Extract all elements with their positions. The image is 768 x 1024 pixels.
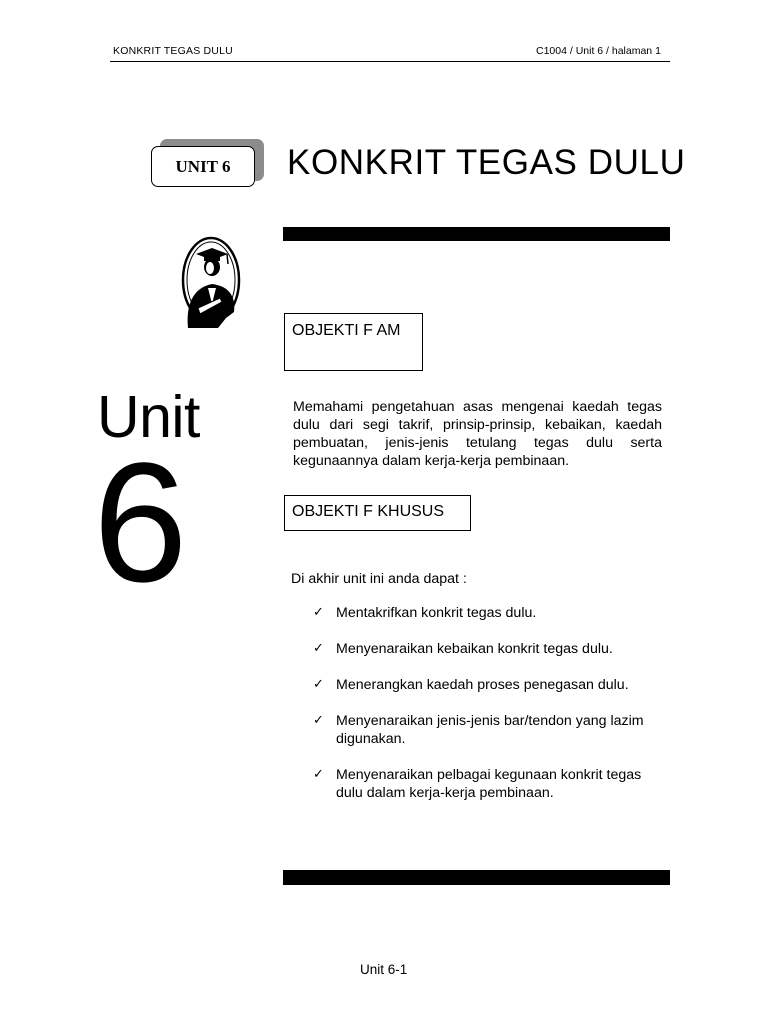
objektif-khusus-heading-box: [284, 495, 471, 531]
page-title: KONKRIT TEGAS DULU: [287, 143, 686, 182]
list-item-text: Menyenaraikan kebaikan konkrit tegas dulu.: [336, 641, 613, 657]
checkmark-icon: ✓: [313, 713, 324, 728]
title-divider-bar: [283, 227, 670, 241]
objektif-am-heading: OBJEKTI F AM: [292, 322, 401, 339]
checkmark-icon: ✓: [313, 767, 324, 782]
checkmark-icon: ✓: [313, 677, 324, 692]
running-header-title: KONKRIT TEGAS DULU: [113, 45, 233, 57]
list-item-text: Menyenaraikan pelbagai kegunaan konkrit tegas dulu dalam kerja-kerja pembinaan.: [336, 767, 642, 801]
graduate-icon: [178, 236, 242, 330]
objektif-am-heading-box: [284, 313, 423, 371]
running-header-page-ref: C1004 / Unit 6 / halaman 1: [536, 45, 661, 57]
objektif-khusus-intro: Di akhir unit ini anda dapat :: [291, 571, 467, 587]
bottom-divider-bar: [283, 870, 670, 885]
checkmark-icon: ✓: [313, 605, 324, 620]
list-item: [313, 604, 656, 622]
unit-badge: UNIT 6: [151, 146, 255, 187]
list-item: [313, 676, 656, 694]
checkmark-icon: ✓: [313, 641, 324, 656]
objektif-am-text: Memahami pengetahuan asas mengenai kaedah tegas dulu dari segi takrif, prinsip-prinsip, kebaikan, kaedah pembuatan, jenis-jenis tetulang tegas dulu serta kegunaannya dalam kerja-kerja pembinaan.: [293, 399, 662, 469]
unit-number: 6: [93, 428, 188, 618]
list-item-text: Mentakrifkan konkrit tegas dulu.: [336, 605, 537, 621]
list-item-text: Menyenaraikan jenis-jenis bar/tendon yang lazim digunakan.: [336, 713, 644, 747]
page-footer: Unit 6-1: [360, 962, 408, 977]
header-rule: [110, 61, 670, 62]
objektif-khusus-heading: OBJEKTI F KHUSUS: [292, 503, 445, 520]
unit-word: Unit: [97, 384, 200, 450]
list-item: [313, 766, 656, 802]
list-item-text: Menerangkan kaedah proses penegasan dulu.: [336, 677, 629, 693]
list-item: [313, 712, 656, 748]
list-item: [313, 640, 656, 658]
